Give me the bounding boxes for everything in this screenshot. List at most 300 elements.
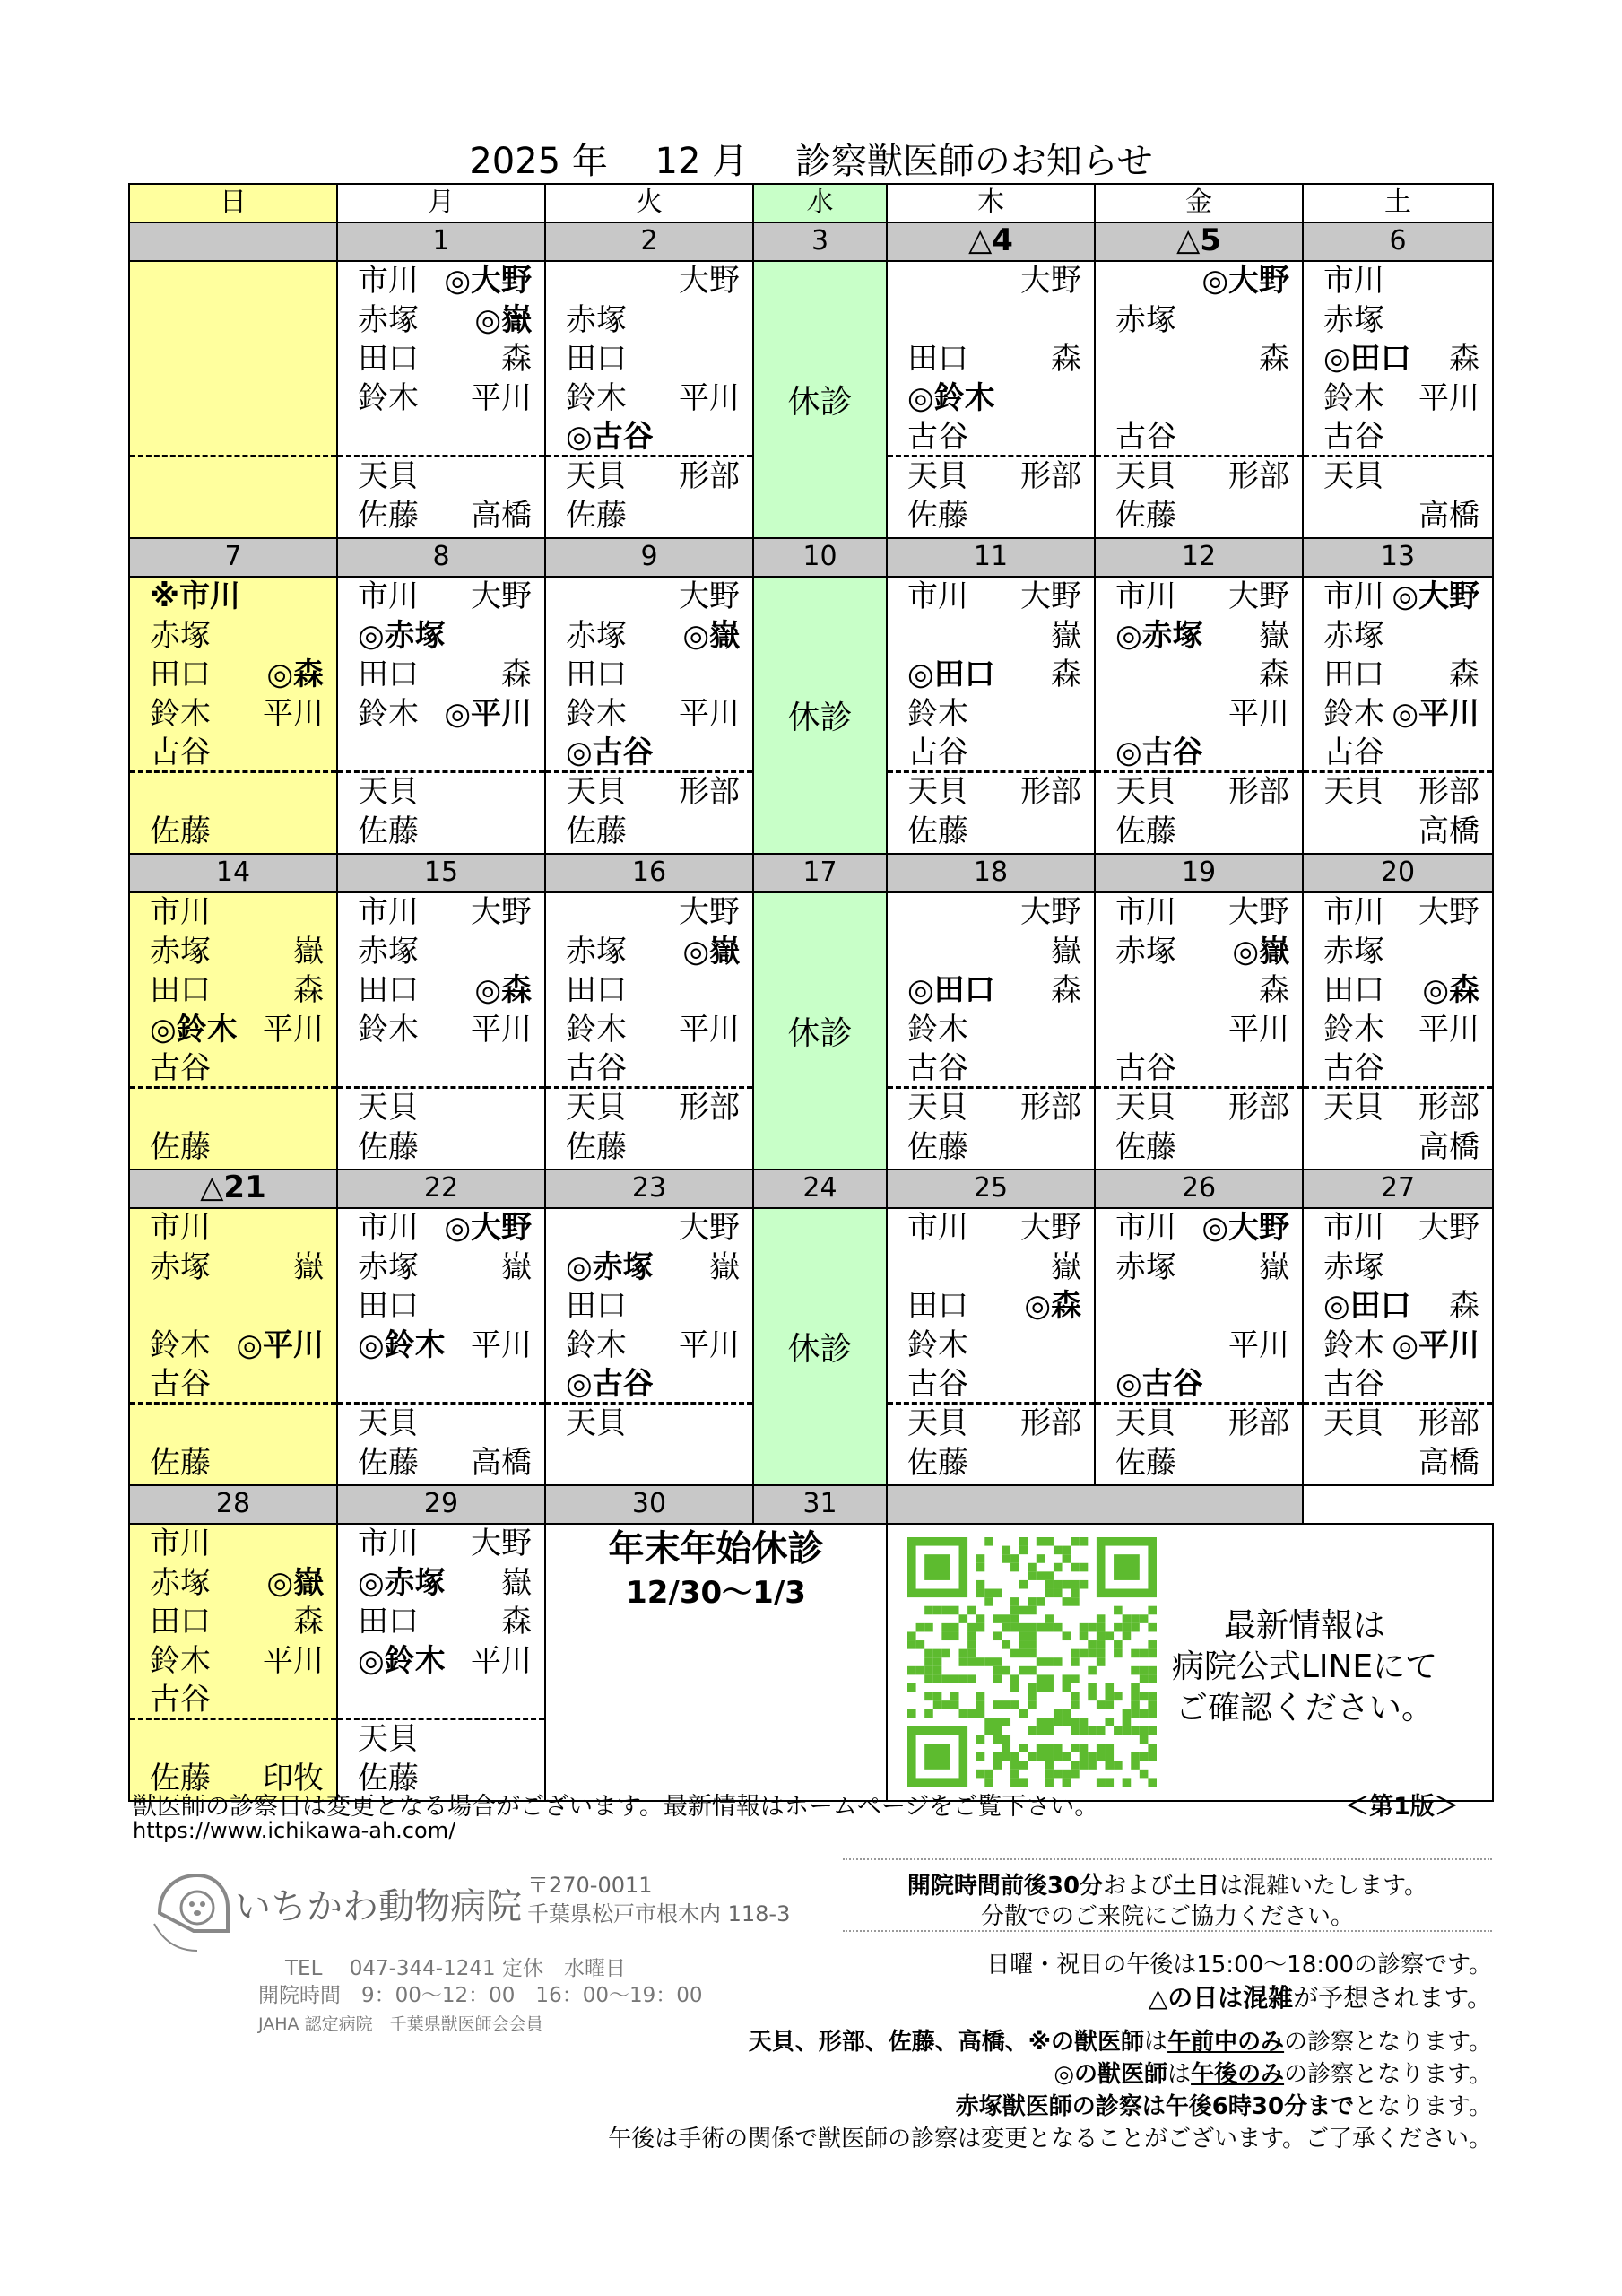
day-cell	[545, 1208, 753, 1485]
vet-name: 森	[501, 657, 532, 693]
schedule-line	[1103, 933, 1295, 972]
schedule-line	[1103, 1209, 1295, 1248]
vet-name: 市川	[150, 1210, 211, 1246]
closed-label: 休診	[787, 700, 853, 736]
morning-block	[1096, 1209, 1302, 1405]
vet-name: 大野	[679, 263, 740, 299]
vet-name: 大野	[1020, 263, 1081, 299]
morning-block	[546, 262, 752, 457]
schedule-line	[345, 933, 537, 972]
schedule-line	[553, 617, 745, 657]
schedule-line	[1311, 262, 1485, 301]
schedule-line	[1103, 578, 1295, 617]
vet-name: 赤塚	[566, 617, 627, 654]
vet-name: 高橋	[1418, 1128, 1479, 1165]
vet-name: 平川	[471, 1011, 532, 1048]
day-cell	[1303, 892, 1493, 1170]
schedule-line	[345, 1365, 537, 1405]
vet-name: 鈴木	[1323, 1326, 1384, 1363]
schedule-line	[345, 1444, 537, 1483]
day-cell	[753, 1208, 887, 1485]
vet-name: 鈴木	[150, 1326, 211, 1363]
schedule-line	[137, 1642, 329, 1682]
schedule-line	[1103, 1248, 1295, 1288]
schedule-line	[553, 1128, 745, 1168]
line-info-text	[1157, 1605, 1453, 1729]
date-number: 8	[337, 538, 545, 577]
schedule-line	[553, 301, 745, 341]
date-number: 12	[1095, 538, 1303, 577]
vet-name: 鈴木	[358, 695, 419, 732]
day-cell	[337, 892, 545, 1170]
vet-name: 嶽	[501, 1248, 532, 1285]
vet-name: ◎森	[1422, 972, 1479, 1009]
vet-name: 平川	[471, 1642, 532, 1679]
morning-block	[338, 578, 544, 773]
am-only-note: 天貝、形部、佐藤、高橋、※の獣医師は午前中のみの診察となります。	[748, 2029, 1492, 2056]
date-number: 1	[337, 222, 545, 261]
date-number: 11	[887, 538, 1095, 577]
schedule-line	[137, 301, 329, 341]
schedule-line	[1103, 1326, 1295, 1366]
schedule-line	[1103, 617, 1295, 657]
afternoon-block	[130, 1089, 336, 1167]
vet-name: 佐藤	[566, 497, 627, 534]
day-cell	[129, 577, 337, 854]
day-cell	[337, 261, 545, 538]
closed-label: 休診	[787, 384, 853, 421]
date-number: 9	[545, 538, 753, 577]
schedule-line	[553, 1209, 745, 1248]
morning-block	[130, 1525, 336, 1720]
vet-name: 平川	[263, 695, 324, 732]
vet-name: 市川	[150, 1526, 211, 1561]
vet-name: 天貝	[1115, 1405, 1176, 1441]
date-number: 18	[887, 854, 1095, 892]
morning-block	[1096, 893, 1302, 1089]
closed-label: 休診	[787, 1015, 853, 1052]
schedule-line	[553, 1326, 745, 1366]
vet-name: 赤塚	[358, 1248, 419, 1285]
afternoon-block	[130, 773, 336, 851]
vet-name: 佐藤	[358, 497, 419, 534]
afternoon-block	[1304, 1405, 1492, 1483]
vet-name: ◎鈴木	[150, 1011, 238, 1048]
vet-name: 高橋	[471, 497, 532, 534]
vet-name: ◎赤塚	[358, 1564, 446, 1601]
schedule-line	[553, 418, 745, 457]
vet-name: 古谷	[566, 1050, 627, 1087]
vet-name: 赤塚	[1323, 933, 1384, 970]
busy-line-2: 分散でのご来院にご協力ください。	[980, 1903, 1354, 1930]
vet-name: 大野	[679, 578, 740, 614]
schedule-line	[1311, 497, 1485, 536]
schedule-line	[895, 1209, 1087, 1248]
schedule-line	[137, 457, 329, 497]
vet-name: 天貝	[358, 458, 419, 494]
vet-name: 古谷	[150, 1366, 211, 1403]
hospital-hours: 開院時間 9：00〜12：00 16：00〜19：00	[258, 1984, 703, 2007]
vet-name: 平川	[1228, 1011, 1289, 1048]
schedule-line	[553, 1248, 745, 1288]
afternoon-block	[546, 1089, 752, 1167]
date-number-row	[129, 1485, 1493, 1524]
schedule-line	[895, 1444, 1087, 1483]
vet-name: 佐藤	[1115, 1128, 1176, 1165]
schedule-line	[1311, 1128, 1485, 1168]
vet-name: 市川	[358, 1526, 419, 1561]
vet-name: 嶽	[1051, 933, 1081, 970]
schedule-line	[137, 971, 329, 1011]
vet-name: 古谷	[1323, 1050, 1384, 1087]
schedule-line	[137, 1525, 329, 1564]
date-number	[887, 1485, 1303, 1524]
schedule-calendar	[128, 183, 1494, 1802]
schedule-line	[345, 656, 537, 695]
date-number: 25	[887, 1170, 1095, 1208]
schedule-line	[553, 1011, 745, 1050]
schedule-line	[895, 1248, 1087, 1288]
vet-name: ◎鈴木	[358, 1326, 446, 1363]
schedule-line	[553, 457, 745, 497]
vet-name: 佐藤	[1115, 1444, 1176, 1481]
vet-name: 森	[501, 341, 532, 378]
vet-name: 形部	[1228, 1405, 1289, 1441]
schedule-line	[345, 497, 537, 536]
sunday-note: 日曜・祝日の午後は15:00〜18:00の診察です。	[986, 1952, 1492, 1979]
vet-name: 天貝	[907, 774, 968, 810]
weekday-label: 日	[129, 184, 337, 222]
date-number: 16	[545, 854, 753, 892]
vet-name: 佐藤	[358, 1760, 419, 1796]
schedule-line	[1103, 1011, 1295, 1050]
schedule-line	[895, 340, 1087, 379]
vet-name: 形部	[1228, 458, 1289, 494]
vet-name: 形部	[1418, 1090, 1479, 1126]
vet-name: 嶽	[1259, 1248, 1289, 1285]
weekday-label: 木	[887, 184, 1095, 222]
vet-name: 形部	[1228, 1090, 1289, 1126]
vet-name: 平川	[471, 379, 532, 416]
morning-block	[888, 578, 1094, 773]
vet-name: 古谷	[150, 1050, 211, 1087]
schedule-line	[1103, 262, 1295, 301]
schedule-line	[895, 301, 1087, 341]
vet-name: 佐藤	[358, 1128, 419, 1165]
schedule-line	[345, 418, 537, 457]
day-cell	[1095, 1208, 1303, 1485]
schedule-line	[345, 1326, 537, 1366]
vet-name: 平川	[1418, 379, 1479, 416]
schedule-line	[345, 1525, 537, 1564]
schedule-line	[345, 1564, 537, 1604]
vet-name: ※市川	[150, 578, 241, 614]
day-cell	[887, 1208, 1095, 1485]
vet-name: 田口	[358, 341, 419, 378]
afternoon-block	[1096, 1405, 1302, 1483]
afternoon-block	[338, 1089, 544, 1167]
schedule-line	[1103, 734, 1295, 773]
vet-name: 市川	[358, 578, 419, 614]
vet-name: 市川	[907, 578, 968, 614]
vet-name: ◎嶽	[266, 1564, 324, 1601]
schedule-line	[553, 933, 745, 972]
vet-name: 古谷	[150, 735, 211, 771]
vet-name: 田口	[150, 1604, 211, 1640]
vet-name: 市川	[358, 263, 419, 299]
day-cell	[545, 261, 753, 538]
year-end-title: 年末年始休診	[608, 1528, 824, 1570]
date-number	[129, 222, 337, 261]
schedule-row	[129, 1208, 1493, 1485]
schedule-line	[895, 1011, 1087, 1050]
vet-name: 田口	[1323, 972, 1384, 1009]
vet-name: 大野	[1228, 578, 1289, 614]
vet-name: 市川	[1323, 578, 1384, 614]
hospital-phone: TEL 047-344-1241 定休 水曜日	[285, 1957, 626, 1980]
day-cell	[1095, 892, 1303, 1170]
vet-name: 鈴木	[1323, 379, 1384, 416]
weekday-label: 火	[545, 184, 753, 222]
schedule-line	[137, 1681, 329, 1720]
schedule-line	[137, 1326, 329, 1366]
vet-name: 大野	[471, 894, 532, 930]
schedule-line	[895, 617, 1087, 657]
vet-name: 古谷	[907, 1366, 968, 1403]
morning-block	[130, 1209, 336, 1405]
morning-block	[1096, 578, 1302, 773]
schedule-line	[1311, 893, 1485, 933]
vet-name: 赤塚	[358, 933, 419, 970]
day-cell	[337, 1524, 545, 1801]
vet-name: ◎古谷	[566, 1366, 654, 1403]
line-qr-code-icon[interactable]	[907, 1537, 1157, 1787]
schedule-line	[1103, 893, 1295, 933]
vet-name: 田口	[907, 1288, 968, 1325]
vet-name: ◎古谷	[1115, 1366, 1203, 1403]
morning-block	[338, 893, 544, 1089]
vet-name: 大野	[1418, 1210, 1479, 1246]
hospital-name: いちかわ動物病院	[235, 1886, 522, 1927]
vet-name: 佐藤	[150, 1128, 211, 1165]
vet-name: 市川	[150, 894, 211, 930]
schedule-line	[345, 262, 537, 301]
afternoon-block	[1304, 1089, 1492, 1167]
day-cell	[1095, 577, 1303, 854]
vet-name: 佐藤	[907, 1128, 968, 1165]
vet-name: 佐藤	[907, 813, 968, 849]
vet-name: ◎森	[266, 657, 324, 693]
vet-name: 大野	[679, 894, 740, 930]
vet-name: 平川	[263, 1011, 324, 1048]
vet-name: ◎大野	[444, 1210, 532, 1246]
schedule-line	[1103, 656, 1295, 695]
day-cell	[337, 1208, 545, 1485]
vet-name: 鈴木	[358, 1011, 419, 1048]
morning-block	[546, 893, 752, 1089]
schedule-line	[895, 1089, 1087, 1128]
vet-name: 森	[1051, 657, 1081, 693]
vet-name: 田口	[150, 972, 211, 1009]
vet-name: 市川	[1323, 894, 1384, 930]
schedule-line	[553, 1049, 745, 1089]
vet-name: 市川	[1323, 263, 1384, 299]
vet-name: 形部	[679, 1090, 740, 1126]
schedule-line	[137, 1209, 329, 1248]
afternoon-block	[546, 457, 752, 535]
schedule-line	[345, 695, 537, 735]
vet-name: 平川	[1228, 695, 1289, 732]
vet-name: 田口	[566, 972, 627, 1009]
vet-name: 赤塚	[566, 933, 627, 970]
vet-name: 赤塚	[150, 1564, 211, 1601]
schedule-line	[895, 379, 1087, 419]
vet-name: ◎田口	[907, 972, 995, 1009]
schedule-line	[1311, 578, 1485, 617]
day-cell	[1095, 261, 1303, 538]
schedule-line	[553, 1089, 745, 1128]
schedule-line	[345, 1642, 537, 1682]
vet-name: 森	[1259, 657, 1289, 693]
vet-name: 鈴木	[1323, 1011, 1384, 1048]
schedule-line	[137, 340, 329, 379]
schedule-line	[137, 262, 329, 301]
vet-name: 赤塚	[1323, 1248, 1384, 1285]
schedule-line	[895, 1326, 1087, 1366]
schedule-line	[553, 340, 745, 379]
schedule-line	[137, 1564, 329, 1604]
vet-name: 市川	[1115, 578, 1176, 614]
vet-name: ◎平川	[1392, 1326, 1479, 1363]
date-number: 19	[1095, 854, 1303, 892]
afternoon-block	[1096, 773, 1302, 851]
schedule-line	[1311, 1287, 1485, 1326]
vet-name: 森	[293, 972, 324, 1009]
schedule-line	[553, 578, 745, 617]
vet-name: 田口	[1323, 657, 1384, 693]
vet-name: 形部	[1020, 1090, 1081, 1126]
line-info-line: 最新情報は	[1223, 1607, 1385, 1644]
vet-name: 形部	[1020, 458, 1081, 494]
schedule-line	[345, 1089, 537, 1128]
vet-name: 赤塚	[566, 301, 627, 338]
schedule-line	[1311, 1209, 1485, 1248]
schedule-line	[1311, 418, 1485, 457]
hospital-address: 千葉県松戸市根木内 118-3	[527, 1901, 791, 1926]
date-number: 3	[753, 222, 887, 261]
afternoon-block	[338, 457, 544, 535]
schedule-line	[1103, 773, 1295, 813]
schedule-line	[137, 813, 329, 852]
vet-name: 古谷	[1115, 419, 1176, 456]
vet-name: 天貝	[1115, 1090, 1176, 1126]
vet-name: 森	[1449, 657, 1479, 693]
vet-name: 大野	[1020, 894, 1081, 930]
date-number-row	[129, 854, 1493, 892]
schedule-line	[345, 813, 537, 852]
vet-name: 赤塚	[150, 933, 211, 970]
schedule-line	[895, 262, 1087, 301]
vet-name: 形部	[679, 458, 740, 494]
vet-name: 天貝	[1323, 1405, 1384, 1441]
schedule-line	[137, 418, 329, 457]
vet-name: 平川	[679, 379, 740, 416]
schedule-line	[137, 734, 329, 773]
date-number: 22	[337, 1170, 545, 1208]
afternoon-block	[888, 457, 1094, 535]
date-number: 10	[753, 538, 887, 577]
schedule-line	[137, 1011, 329, 1050]
vet-name: 天貝	[907, 1405, 968, 1441]
schedule-line	[1311, 1248, 1485, 1288]
morning-block	[888, 262, 1094, 457]
schedule-line	[553, 971, 745, 1011]
afternoon-block	[1096, 457, 1302, 535]
schedule-row	[129, 1524, 1493, 1801]
vet-name: 鈴木	[150, 1642, 211, 1679]
day-cell	[753, 261, 887, 538]
vet-name: ◎嶽	[1232, 933, 1289, 970]
afternoon-block	[130, 457, 336, 535]
schedule-line	[1311, 813, 1485, 852]
schedule-line	[553, 695, 745, 735]
day-cell	[129, 1524, 337, 1801]
schedule-line	[345, 893, 537, 933]
vet-name: 平川	[679, 695, 740, 732]
schedule-line	[1311, 734, 1485, 773]
schedule-line	[345, 1681, 537, 1720]
vet-name: 古谷	[150, 1682, 211, 1718]
schedule-line	[1103, 1089, 1295, 1128]
schedule-line	[553, 656, 745, 695]
vet-name: 鈴木	[358, 379, 419, 416]
website-link[interactable]: https://www.ichikawa-ah.com/	[133, 1818, 456, 1843]
schedule-line	[345, 734, 537, 773]
vet-name: 天貝	[1323, 458, 1384, 494]
schedule-line	[137, 578, 329, 617]
date-number: 2	[545, 222, 753, 261]
schedule-line	[137, 1720, 329, 1760]
date-number: 26	[1095, 1170, 1303, 1208]
schedule-line	[895, 971, 1087, 1011]
vet-name: 天貝	[566, 774, 627, 810]
pm-only-note: ◎の獣医師は午後のみの診察となります。	[1054, 2061, 1492, 2088]
morning-block	[546, 578, 752, 773]
schedule-line	[553, 773, 745, 813]
vet-name: 赤塚	[1115, 301, 1176, 338]
vet-name: 赤塚	[358, 301, 419, 338]
vet-name: ◎平川	[444, 695, 532, 732]
vet-name: ◎赤塚	[566, 1248, 654, 1285]
date-number: 24	[753, 1170, 887, 1208]
date-number: 27	[1303, 1170, 1493, 1208]
date-number: 30	[545, 1485, 753, 1524]
vet-name: 嶽	[709, 1248, 740, 1285]
schedule-line	[137, 656, 329, 695]
vet-name: 高橋	[471, 1444, 532, 1481]
vet-name: 嶽	[293, 1248, 324, 1285]
schedule-line	[895, 1405, 1087, 1444]
vet-name: 天貝	[1115, 774, 1176, 810]
day-cell	[129, 261, 337, 538]
schedule-line	[345, 578, 537, 617]
vet-name: 鈴木	[566, 1011, 627, 1048]
vet-name: ◎森	[1024, 1288, 1081, 1325]
day-cell	[1303, 261, 1493, 538]
schedule-line	[345, 617, 537, 657]
vet-name: 大野	[679, 1210, 740, 1246]
schedule-line	[1311, 340, 1485, 379]
